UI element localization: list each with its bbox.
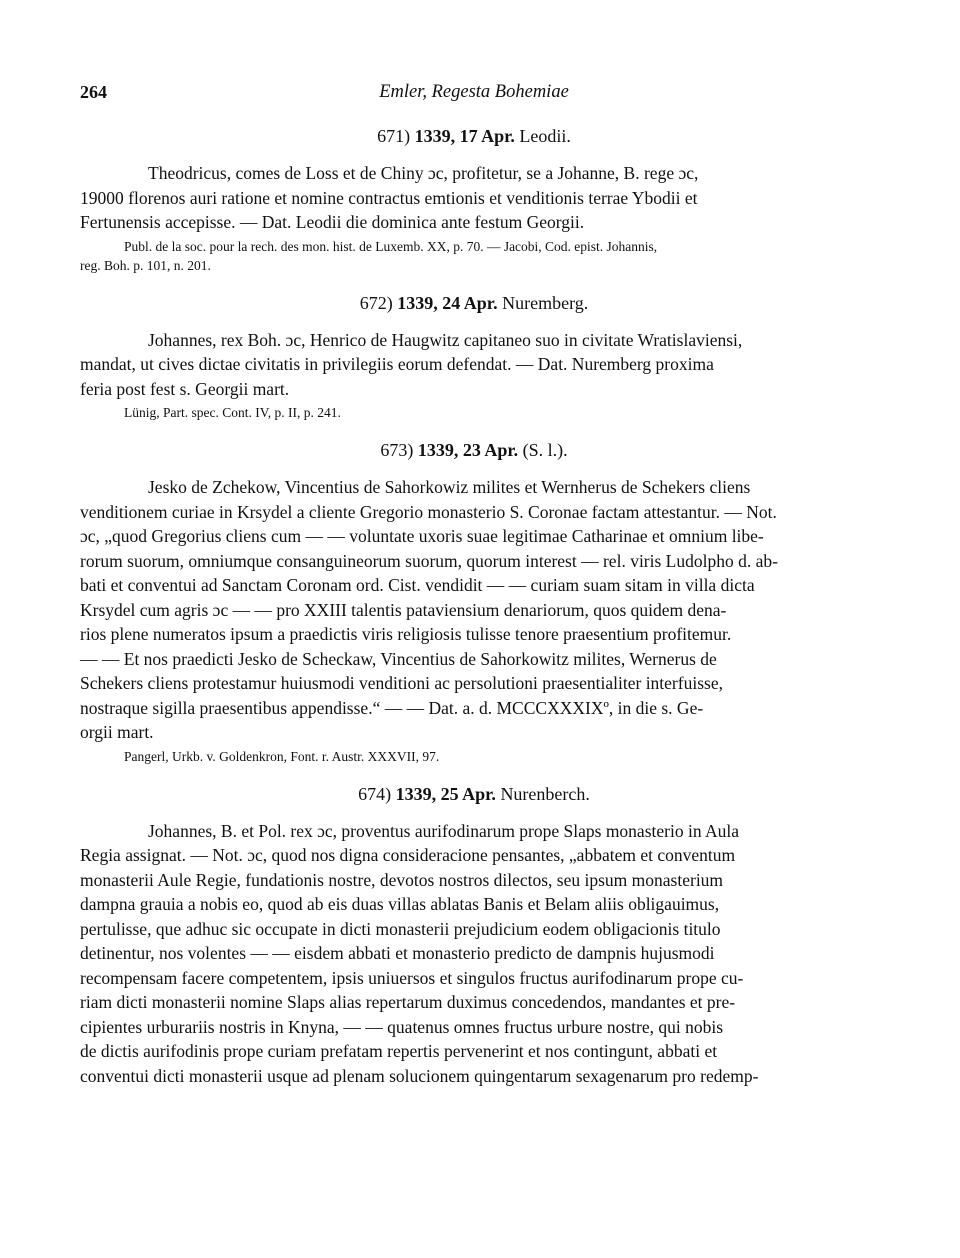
text-line: conventui dicti monasterii usque ad plenam solucionem quingentarum sexagenarum pro redemp-: [80, 1065, 759, 1086]
entry-heading: [80, 293, 868, 314]
entry-source: [80, 237, 868, 275]
entry-number: 671): [377, 126, 411, 146]
text-line: Jesko de Zchekow, Vincentius de Sahorkowiz milites et Wernherus de Schekers cliens: [148, 477, 751, 497]
entry-text: [80, 161, 868, 235]
text-line: feria post fest s. Georgii mart.: [80, 378, 290, 399]
page-number: 264: [80, 82, 107, 102]
running-header: [80, 78, 868, 108]
entry-place: (S. l.).: [522, 440, 568, 460]
entry-text: [80, 328, 868, 402]
entry-number: 673): [380, 440, 414, 460]
entry-heading: [80, 126, 868, 147]
text-line: — — Et nos praedicti Jesko de Scheckaw, Vincentius de Sahorkowitz milites, Wernerus de: [80, 648, 717, 669]
entry-place: Leodii.: [519, 126, 571, 146]
entry-date: 17 Apr.: [459, 126, 515, 146]
text-line: monasterii Aule Regie, fundationis nostre, devotos nostros dilectos, seu ipsum monasterium: [80, 869, 724, 890]
text-line: venditionem curiae in Krsydel a cliente Gregorio monasterio S. Coronae factam attestantur. — Not.: [80, 501, 777, 522]
entry-place: Nurenberch.: [500, 783, 590, 804]
entry-text: [80, 819, 868, 1089]
entry-date: 24 Apr.: [442, 292, 498, 313]
text-line: riam dicti monasterii nomine Slaps alias repertarum duximus concedendos, mandantes et pre-: [80, 992, 736, 1012]
regest-entry: [80, 784, 868, 1089]
entry-place: Nuremberg.: [502, 292, 589, 313]
entry-year: 1339,: [414, 126, 456, 146]
document-page: [80, 78, 868, 1088]
text-line: cipientes urburariis nostris in Knyna, — — quatenus omnes fructus urbure nostre, qui nobis: [80, 1016, 724, 1037]
source-line: Pangerl, Urkb. v. Goldenkron, Font. r. Austr. XXXVII, 97.: [124, 748, 440, 764]
entry-date: 25 Apr.: [440, 783, 496, 804]
text-line: Johannes, B. et Pol. rex ɔc, proventus aurifodinarum prope Slaps monasterio in Aula: [148, 820, 739, 841]
regest-entry: [80, 293, 868, 423]
entry-number: 672): [359, 292, 393, 313]
text-line: pertulisse, que adhuc sic occupate in dicti monasterii prejudicium eodem obligacionis titulo: [80, 918, 721, 939]
text-line: mandat, ut cives dictae civitatis in privilegiis eorum defendat. — Dat. Nuremberg proxima: [80, 354, 714, 374]
text-line: nostraque sigilla praesentibus appendisse.“ — — Dat. a. d. MCCCXXXIXº, in die s. Ge-: [80, 697, 704, 718]
text-line: rios plene numeratos ipsum a praedictis viris religiosis tulisse tenore praesentium profitemur.: [80, 624, 732, 644]
regest-entry: [80, 440, 868, 766]
text-line: ɔc, „quod Gregorius cliens cum — — voluntate uxoris suae legitimae Catharinae et omnium libe-: [80, 526, 764, 546]
regest-entry: [80, 126, 868, 275]
entry-year: 1339,: [395, 783, 437, 804]
entry-text: [80, 475, 868, 745]
entry-heading: [80, 440, 868, 461]
text-line: Theodricus, comes de Loss et de Chiny ɔc, profitetur, se a Johanne, B. rege ɔc,: [148, 163, 699, 183]
text-line: Krsydel cum agris ɔc — — pro XXIII talentis pataviensium denariorum, quos quidem dena-: [80, 599, 727, 620]
entry-number: 674): [358, 783, 392, 804]
running-title: Emler, Regesta Bohemiae: [379, 82, 569, 102]
text-line: Fertunensis accepisse. — Dat. Leodii die dominica ante festum Georgii.: [80, 212, 585, 232]
text-line: detinentur, nos volentes — — eisdem abbati et monasterio predicto de dampnis hujusmodi: [80, 943, 715, 963]
entry-date: 23 Apr.: [462, 440, 519, 460]
entry-source: [80, 403, 868, 422]
text-line: recompensam facere competentem, ipsis uniuersos et singulos fructus aurifodinarum prope cu-: [80, 967, 744, 988]
text-line: Johannes, rex Boh. ɔc, Henrico de Haugwitz capitaneo suo in civitate Wratislaviensi,: [148, 329, 743, 350]
text-line: rorum suorum, omniumque consanguineorum suorum, quorum interest — rel. viris Ludolpho d. ab-: [80, 550, 778, 571]
text-line: orgii mart.: [80, 722, 154, 742]
text-line: Regia assignat. — Not. ɔc, quod nos digna consideracione pensantes, „abbatem et conventum: [80, 845, 736, 865]
text-line: de dictis aurifodinis prope curiam prefatam repertis pervenerint et nos contingunt, abbati et: [80, 1041, 718, 1061]
source-line: Lünig, Part. spec. Cont. IV, p. II, p. 241.: [124, 405, 341, 420]
source-line: Publ. de la soc. pour la rech. des mon. hist. de Luxemb. XX, p. 70. — Jacobi, Cod. epist. Johannis,: [124, 238, 658, 254]
text-line: dampna grauia a nobis eo, quod ab eis duas villas ablatas Banis et Belam aliis obligauimus,: [80, 894, 720, 914]
source-line: reg. Boh. p. 101, n. 201.: [80, 257, 211, 273]
text-line: 19000 florenos auri ratione et nomine contractus emtionis et venditionis terrae Ybodii et: [80, 187, 698, 208]
text-line: bati et conventui ad Sanctam Coronam ord. Cist. vendidit — — curiam suam sitam in villa dicta: [80, 575, 755, 595]
entry-year: 1339,: [417, 440, 459, 460]
text-line: Schekers cliens protestamur huiusmodi venditioni ac persolutioni praesentialiter interfuisse,: [80, 673, 723, 693]
entry-year: 1339,: [397, 292, 438, 313]
entry-heading: [80, 784, 868, 805]
entry-source: [80, 747, 868, 766]
